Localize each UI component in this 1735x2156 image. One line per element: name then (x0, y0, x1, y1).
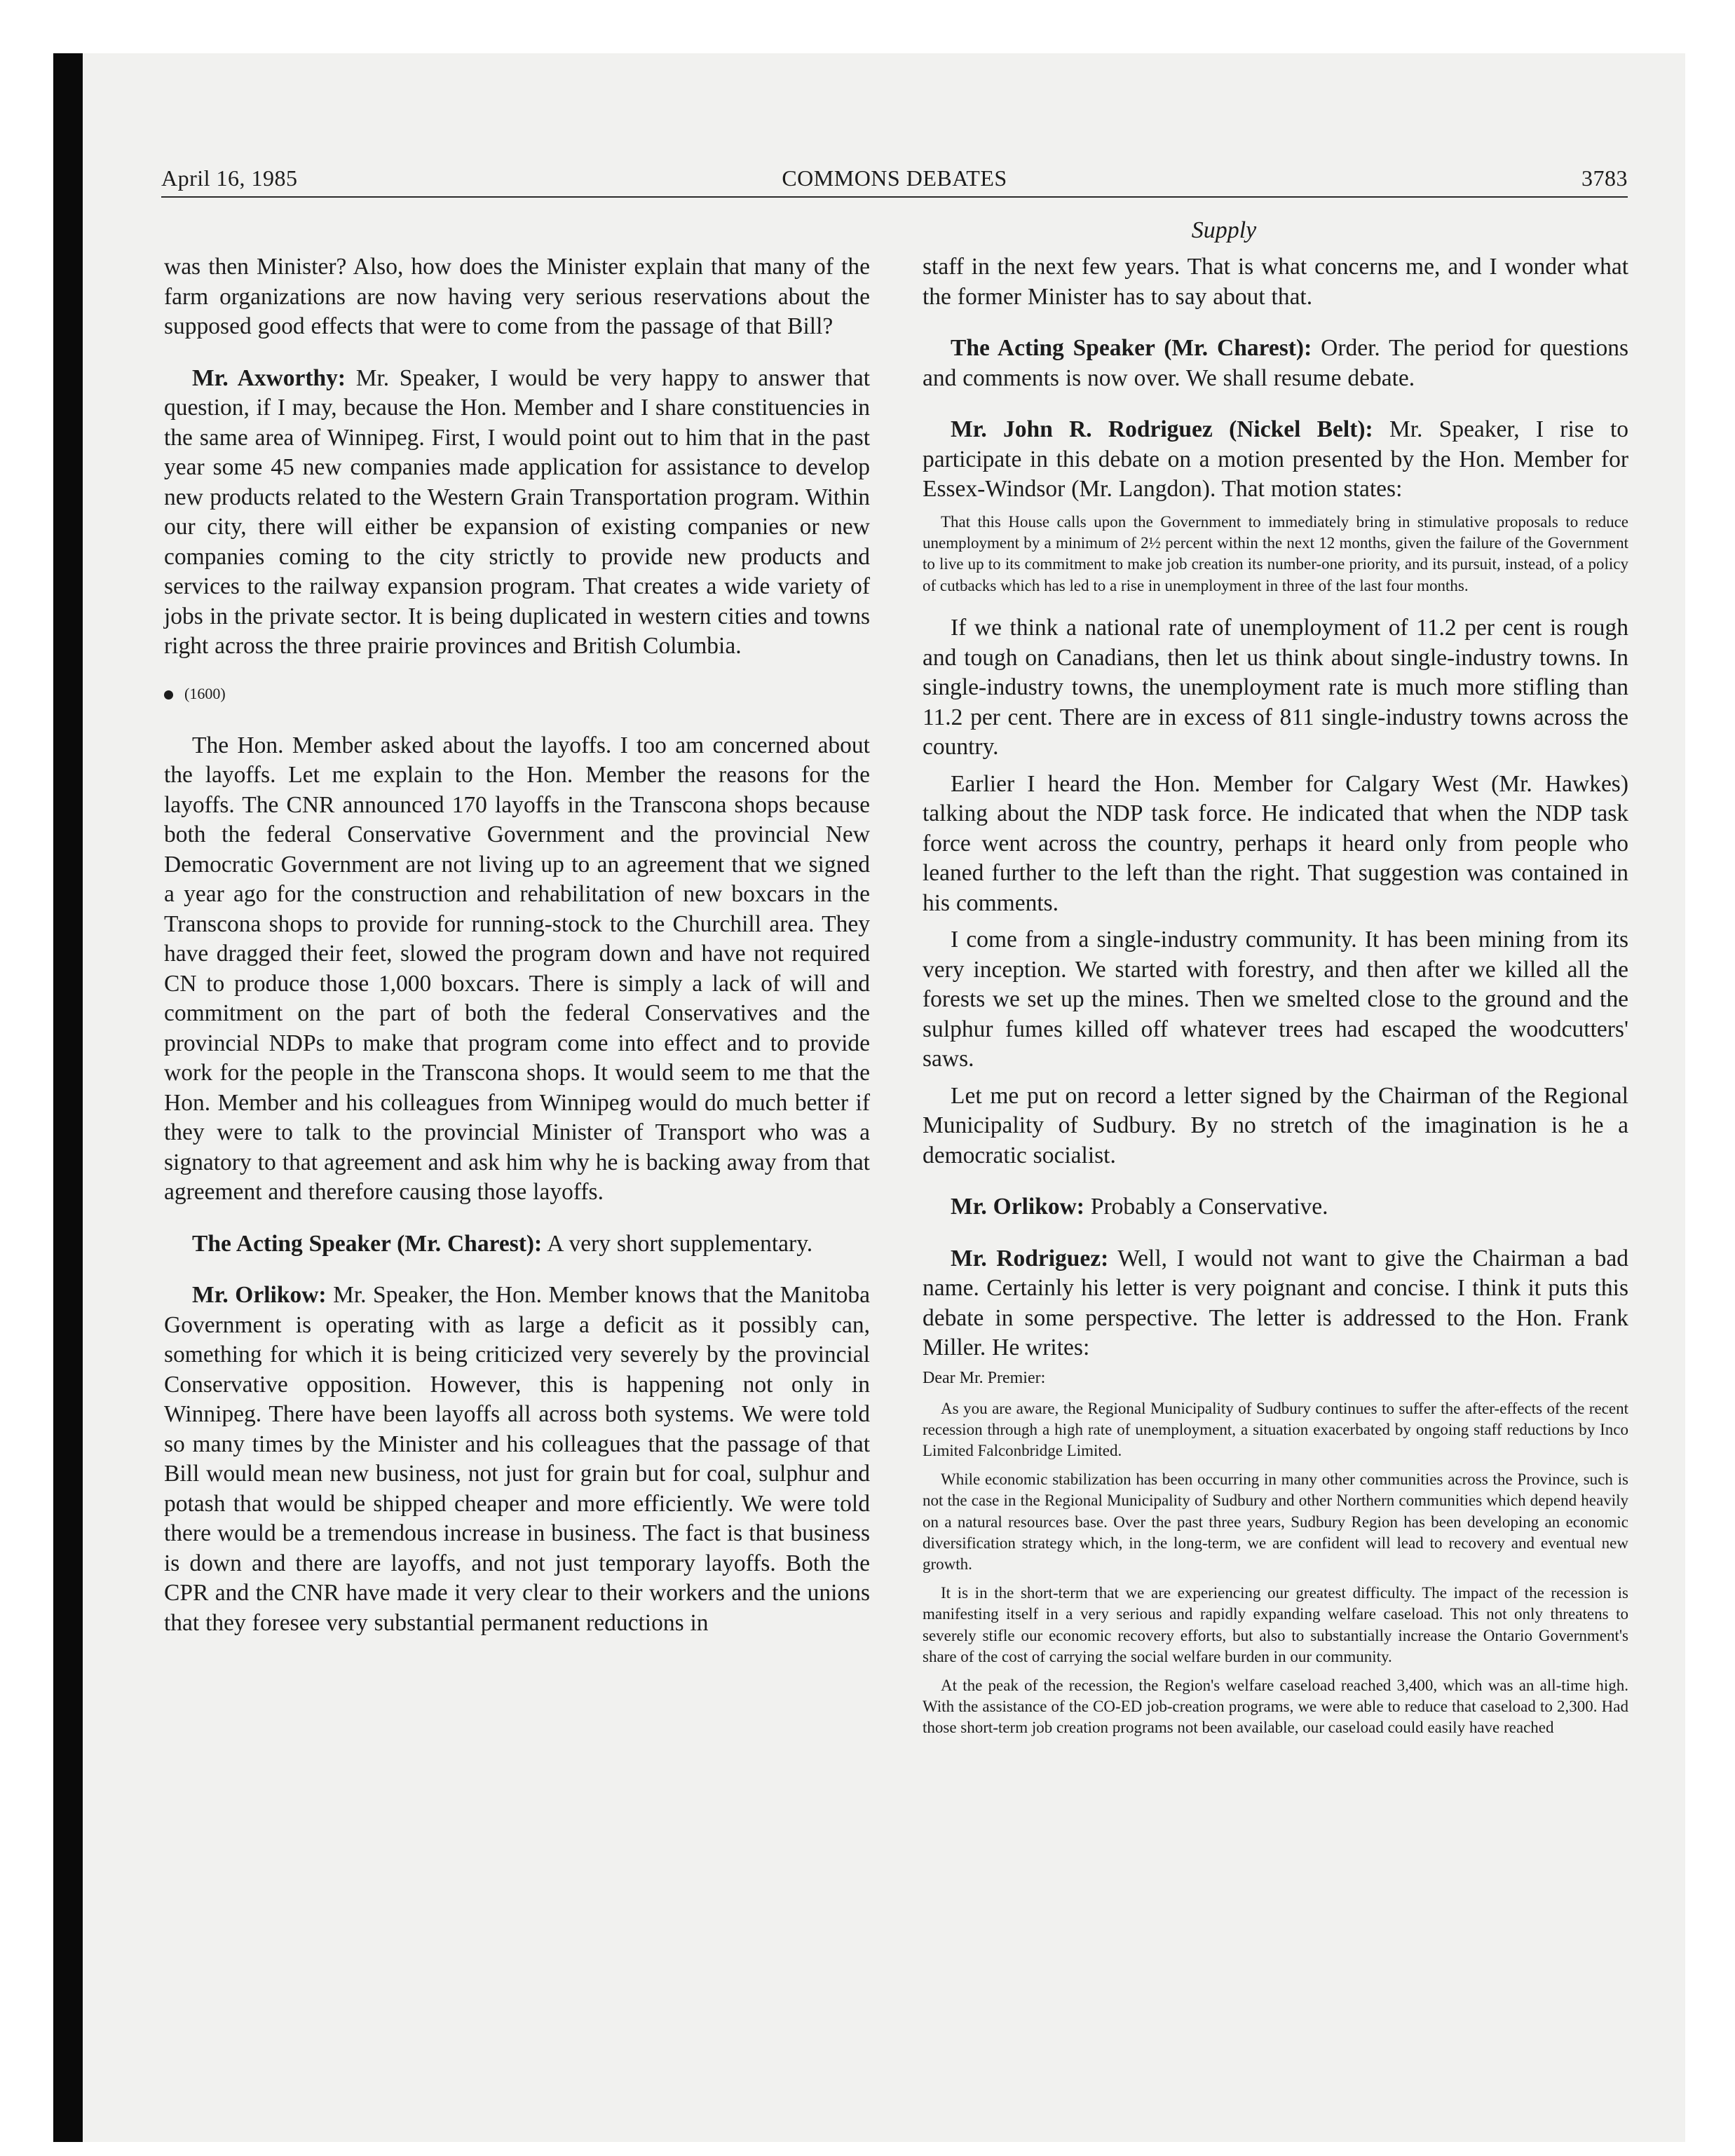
header-page-number: 3783 (1581, 165, 1628, 191)
speaker-name: Mr. Axworthy: (192, 364, 346, 391)
speech-text: Mr. Speaker, the Hon. Member knows that the Manitoba Government is operating with as large a deficit as it possibly can, something for which it is being criticized very severely by the provincial Conservative opposition. However, this is happening not only in Winnipeg. There have been layoffs all across both systems. We were told so many times by the Minister and his colleagues that the passage of that Bill would mean new business, not just for grain but for coal, sulphur and potash that would be shipped cheaper and more efficiently. We were told there would be a tremendous increase in business. The fact is that business is down and there are layoffs, and not just temporary layoffs. Both the CPR and the CNR have made it very clear to their workers and the unions that they foresee very substantial permanent reductions in (164, 1282, 870, 1636)
paragraph: I come from a single-industry community. It has been mining from its very inception. We started with forestry, and then after we killed all the forests we set up the mines. Then we smelted close to the ground and the sulphur fumes killed off whatever trees had escaped the woodcutters' saws. (923, 927, 1628, 1072)
header-rule (161, 196, 1628, 198)
speaker-name: The Acting Speaker (Mr. Charest): (192, 1230, 543, 1257)
speech-rodriguez (923, 415, 1628, 505)
speech-orlikow (164, 1281, 870, 1638)
section-title: Supply (1191, 217, 1257, 243)
letter-paragraph: At the peak of the recession, the Region's welfare caseload reached 3,400, which was an all-time high. With the assistance of the CO-ED job-creation programs, we were able to reduce that caseload to 2,300. Had those short-term job creation programs not been available, our caseload could easily have reached (923, 1676, 1628, 1737)
speaker-name: Mr. Orlikow: (951, 1194, 1084, 1220)
paragraph: was then Minister? Also, how does the Minister explain that many of the farm organizations are now having very serious reservations about the supposed good effects that were to come from the passage of that Bill? (164, 254, 870, 339)
speaker-name: Mr. Orlikow: (192, 1282, 327, 1308)
speech-rodriguez (923, 1244, 1628, 1363)
speech-text: Order. The period for questions and comments is now over. We shall resume debate. (923, 335, 1629, 391)
speaker-name: The Acting Speaker (Mr. Charest): (951, 335, 1312, 361)
speech-orlikow (923, 1192, 1628, 1222)
paragraph: The Hon. Member asked about the layoffs. I too am concerned about the layoffs. Let me explain to the Hon. Member the reasons for the layoffs. The CNR announced 170 layoffs in the Transcona shops because both the federal Conservative Government and the provincial New Democratic Government are not living up to an agreement that we signed a year ago for the construction and rehabilitation of new boxcars in the Transcona shops to provide for running-stock to the Churchill area. They have dragged their feet, slowed the program down and have not required CN to produce those 1,000 boxcars. There is simply a lack of will and commitment on the part of both the federal Conservatives and the provincial NDPs to make that program come into effect and to provide work for the people in the Transcona shops. It would seem to me that the Hon. Member and his colleagues from Winnipeg would do much better if they were to talk to the provincial Minister of Transport who was a signatory to that agreement and ask him why he is backing away from that agreement and therefore causing those layoffs. (164, 732, 870, 1205)
time-marker (164, 683, 870, 704)
speech-text: A very short supplementary. (542, 1230, 813, 1257)
header-publication: COMMONS DEBATES (782, 165, 1007, 191)
letter-salutation: Dear Mr. Premier: (923, 1368, 1046, 1387)
paragraph: staff in the next few years. That is what concerns me, and I wonder what the former Minister has to say about that. (923, 254, 1628, 310)
letter-paragraph: It is in the short-term that we are experiencing our greatest difficulty. The impact of the recession is manifesting itself in a very serious and rapidly expanding welfare caseload. This not only threatens to severely stifle our economic recovery efforts, but also to substantially increase the Ontario Government's share of the cost of carrying the social welfare burden in our community. (923, 1583, 1628, 1666)
speech-axworthy (164, 364, 870, 662)
speech-acting-speaker (923, 334, 1628, 393)
speech-acting-speaker (164, 1229, 870, 1260)
left-column (164, 252, 870, 1660)
header-date: April 16, 1985 (161, 165, 298, 191)
letter-paragraph: As you are aware, the Regional Municipality of Sudbury continues to suffer the after-effects of the recent recession through a high rate of unemployment, a situation exacerbated by ongoing staff reductions by Inco Limited Falconbridge Limited. (923, 1399, 1628, 1460)
right-column (923, 252, 1628, 1746)
speech-text: Mr. Speaker, I would be very happy to answer that question, if I may, because the Hon. Member and I share constituencies in the same area of Winnipeg. First, I would point out to him that in the past year some 45 new companies made application for assistance to develop new products related to the Western Grain Transportation program. Within our city, there will either be expansion of existing companies or new companies coming to the city strictly to provide new products and services to the railway expansion program. That creates a wide variety of jobs in the private sector. It is being duplicated in western cities and towns right across the three prairie provinces and British Columbia. (164, 364, 871, 659)
motion-quote: That this House calls upon the Government to immediately bring in stimulative proposals to reduce unemployment by a minimum of 2½ percent within the next 12 months, given the failure of the Government to live up to its commitment to make job creation its number-one priority, and its pursuit, instead, of a policy of cutbacks which has led to a rise in unemployment in three of the last four months. (923, 512, 1628, 594)
bullet-icon (164, 690, 173, 700)
paragraph: Earlier I heard the Hon. Member for Calgary West (Mr. Hawkes) talking about the NDP task force. He indicated that when the NDP task force went across the country, perhaps it heard only from people who leaned further to the left than the right. That suggestion was contained in his comments. (923, 770, 1628, 916)
paragraph: Let me put on record a letter signed by the Chairman of the Regional Municipality of Sudbury. By no stretch of the imagination is he a democratic socialist. (923, 1082, 1628, 1168)
scanned-page (53, 53, 1685, 2142)
letter-paragraph: While economic stabilization has been occurring in many other communities across the Province, such is not the case in the Regional Municipality of Sudbury and other Northern communities which depend heavily on a natural resources base. Over the past three years, Sudbury Region has been developing an economic diversification strategy which, in the long-term, we are confident will lead to recovery and eventual new growth. (923, 1470, 1628, 1574)
speaker-name: Mr. John R. Rodriguez (Nickel Belt): (951, 416, 1373, 442)
speech-text: Mr. Speaker, I rise to participate in this debate on a motion presented by the Hon. Member for Essex-Windsor (Mr. Langdon). That motion states: (923, 416, 1629, 502)
speech-text: Probably a Conservative. (1084, 1194, 1328, 1220)
scan-binding-edge (53, 53, 83, 2142)
time-marker-text: (1600) (184, 684, 226, 702)
speaker-name: Mr. Rodriguez: (951, 1245, 1109, 1271)
speech-text: Well, I would not want to give the Chairman a bad name. Certainly his letter is very poignant and concise. I think it puts this debate in some perspective. The letter is addressed to the Hon. Frank Miller. He writes: (923, 1245, 1628, 1361)
paragraph: If we think a national rate of unemployment of 11.2 per cent is rough and tough on Canadians, then let us think about single-industry towns. In single-industry towns, the unemployment rate is much more stifling than 11.2 per cent. There are in excess of 811 single-industry towns across the country. (923, 615, 1628, 760)
